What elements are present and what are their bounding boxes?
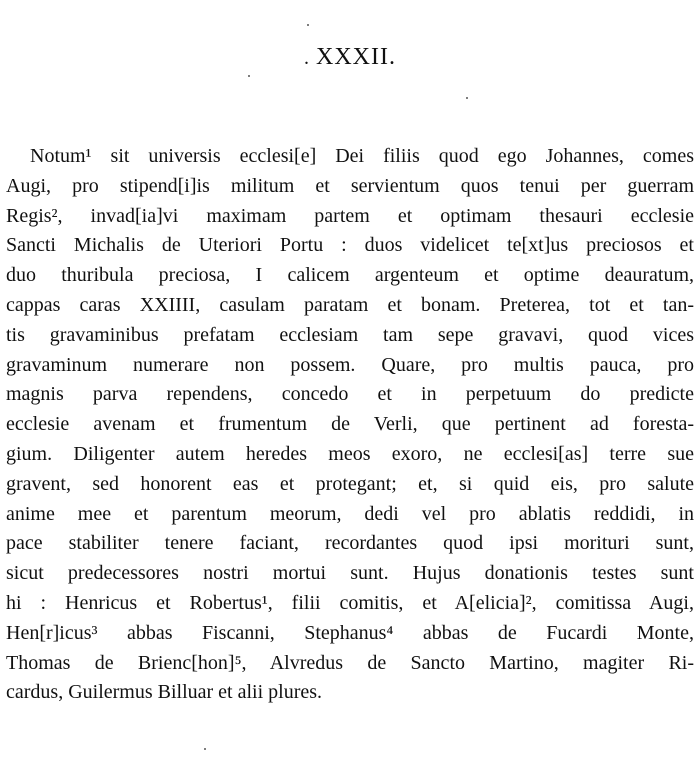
text-line: ecclesie avenam et frumentum de Verli, que pertinent ad foresta-: [6, 413, 694, 436]
print-speck: [307, 24, 309, 26]
text-line: gravent, sed honorent eas et protegant; et, si quid eis, pro salute: [6, 472, 694, 495]
print-speck: [248, 75, 250, 77]
print-speck: [466, 97, 468, 99]
text-line: sicut predecessores nostri mortui sunt. Hujus donationis testes sunt: [6, 562, 694, 585]
text-line: duo thuribula preciosa, I calicem argenteum et optime deauratum,: [6, 264, 694, 287]
document-heading: [0, 44, 700, 71]
text-line: Regis², invad[ia]vi maximam partem et optimam thesauri ecclesie: [6, 204, 694, 227]
text-line: cardus, Guilermus Billuar et alii plures.: [6, 681, 323, 704]
charter-paragraph: [6, 142, 694, 708]
text-line: pace stabiliter tenere faciant, recordantes quod ipsi morituri sunt,: [6, 532, 694, 555]
text-line: gium. Diligenter autem heredes meos exoro, ne ecclesi[as] terre sue: [6, 442, 694, 465]
text-line: anime mee et parentum meorum, dedi vel pro ablatis reddidi, in: [6, 502, 694, 525]
text-line: Sancti Michalis de Uteriori Portu : duos videlicet te[xt]us preciosos et: [6, 234, 694, 257]
text-line: Notum¹ sit universis ecclesi[e] Dei filiis quod ego Johannes, comes: [30, 145, 694, 167]
text-line: hi : Henricus et Robertus¹, filii comitis, et A[elicia]², comitissa Augi,: [6, 591, 694, 614]
text-line: Hen[r]icus³ abbas Fiscanni, Stephanus⁴ abbas de Fucardi Monte,: [6, 621, 694, 644]
text-line: tis gravaminibus prefatam ecclesiam tam sepe gravavi, quod vices: [6, 323, 694, 346]
text-line: cappas caras XXIIII, casulam paratam et bonam. Preterea, tot et tan-: [6, 293, 694, 316]
text-line: magnis parva rependens, concedo et in perpetuum do predicte: [6, 383, 694, 406]
heading-dot: .: [304, 47, 310, 69]
text-line: gravaminum numerare non possem. Quare, pro multis pauca, pro: [6, 353, 694, 376]
text-line: Augi, pro stipend[i]is militum et servientum quos tenui per guerram: [6, 174, 694, 197]
print-speck: [204, 748, 206, 750]
text-line: Thomas de Brienc[hon]⁵, Alvredus de Sancto Martino, magiter Ri-: [6, 651, 694, 674]
heading-numeral: XXXII.: [316, 44, 396, 70]
